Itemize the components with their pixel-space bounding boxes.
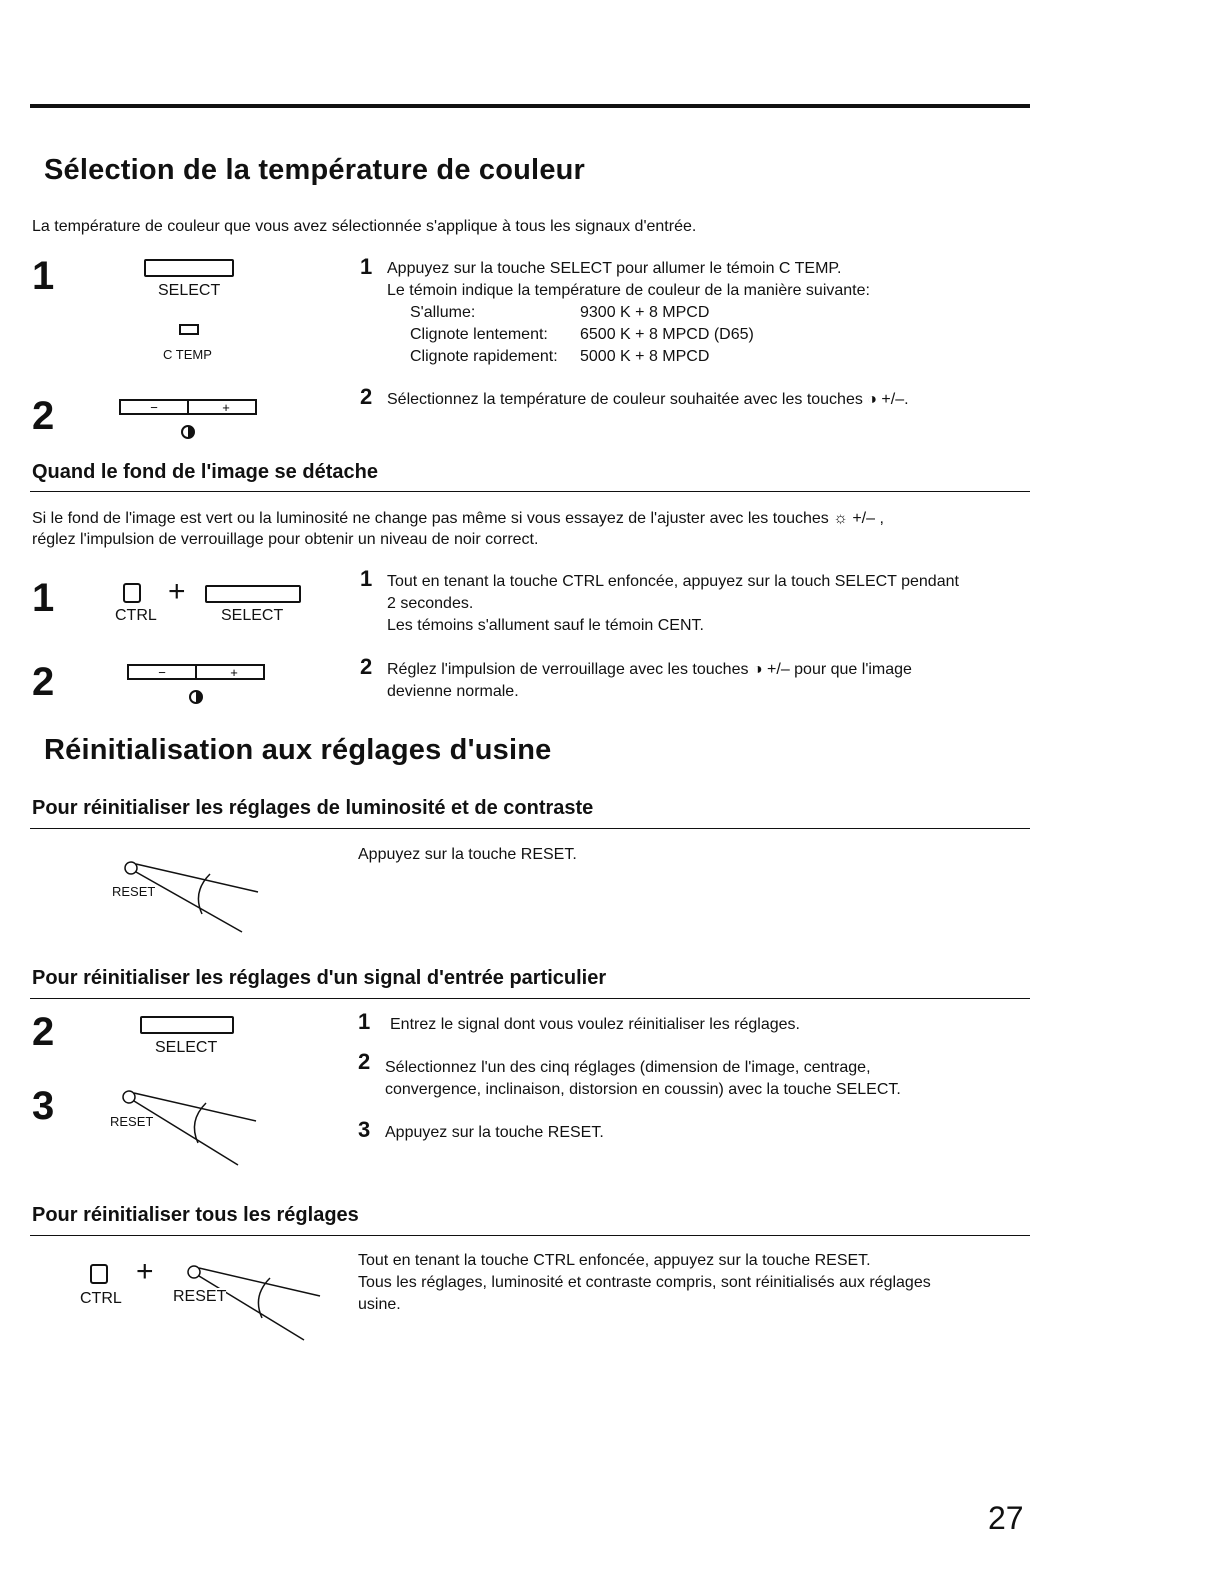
figure-number: 2 [32,394,55,438]
instruction-text: Tout en tenant la touche CTRL enfoncée, appuyez sur la touche RESET. [358,1252,871,1269]
figure-number: 3 [32,1084,55,1128]
subsection-rule [30,1235,1030,1236]
figure-number: 2 [32,660,55,704]
step-text: 2 secondes. [387,595,474,612]
subsection-title: Pour réinitialiser les réglages de luminosité et de contraste [32,797,594,819]
subsection-title: Quand le fond de l'image se détache [32,461,378,483]
subsection-rule [30,491,1030,492]
page-number: 27 [988,1500,1024,1536]
mode-value: 9300 K + 8 MPCD [580,304,710,321]
select-label: SELECT [221,607,284,624]
step-text: Réglez l'impulsion de verrouillage avec les touches ◑ +/– pour que l'image [387,661,912,678]
mode-value: 5000 K + 8 MPCD [580,348,710,365]
reset-pen-icon [108,1085,268,1175]
ctrl-button-illustration [90,1264,108,1284]
plus-sign: + [168,575,186,608]
select-label: SELECT [158,282,221,299]
step-number: 2 [360,384,373,409]
instruction-text: usine. [358,1296,401,1313]
plus-minus-keys-illustration [116,396,266,444]
section-title-color-temperature: Sélection de la température de couleur [44,154,586,186]
top-rule [30,104,1030,108]
reset-pen-illustration [108,1085,268,1175]
contrast-icon [182,426,194,438]
svg-text:+: + [222,400,230,415]
subsection-intro: Si le fond de l'image est vert ou la luminosité ne change pas même si vous essayez de l'ajuster avec les touches ☼ +/– , [32,510,884,527]
select-button-illustration [144,259,234,277]
svg-text:−: − [150,400,158,415]
subsection-rule [30,998,1030,999]
step-text: Le témoin indique la température de couleur de la manière suivante: [387,282,870,299]
step-text: Tout en tenant la touche CTRL enfoncée, appuyez sur la touch SELECT pendant [387,573,959,590]
ctrl-label: CTRL [80,1290,122,1307]
instruction-text: Appuyez sur la touche RESET. [358,846,577,863]
figure-number: 1 [32,576,55,620]
select-button-illustration [205,585,301,603]
step-number: 3 [358,1117,371,1142]
mode-label: S'allume: [410,304,476,321]
ctrl-label: CTRL [115,607,157,624]
step-text: Les témoins s'allument sauf le témoin CENT. [387,617,704,634]
plus-minus-keys-illustration [124,661,274,709]
step-number: 1 [360,254,373,279]
svg-text:+: + [230,665,238,680]
mode-label: Clignote lentement: [410,326,548,343]
step-text: devienne normale. [387,683,519,700]
step-number: 2 [358,1049,371,1074]
reset-pen-illustration [170,1258,330,1348]
subsection-title: Pour réinitialiser les réglages d'un signal d'entrée particulier [32,967,607,989]
step-text: convergence, inclinaison, distorsion en coussin) avec la touche SELECT. [385,1081,901,1098]
reset-pen-illustration [110,852,270,942]
select-label: SELECT [155,1039,218,1056]
reset-label: RESET [110,1114,154,1129]
subsection-title: Pour réinitialiser tous les réglages [32,1204,359,1226]
figure-number: 2 [32,1010,55,1054]
step-number: 2 [360,654,373,679]
step-text: Sélectionnez la température de couleur souhaitée avec les touches ◑ +/–. [387,391,909,408]
section-intro: La température de couleur que vous avez sélectionnée s'applique à tous les signaux d'entrée. [32,218,697,235]
mode-label: Clignote rapidement: [410,348,558,365]
instruction-text: Tous les réglages, luminosité et contraste compris, sont réinitialisés aux réglages [358,1274,931,1291]
subsection-intro: réglez l'impulsion de verrouillage pour obtenir un niveau de noir correct. [32,531,539,548]
contrast-icon [190,691,202,703]
reset-label: RESET [112,884,156,899]
subsection-rule [30,828,1030,829]
step-text: Appuyez sur la touche RESET. [385,1124,604,1141]
svg-text:−: − [158,665,166,680]
step-number: 1 [358,1009,371,1034]
select-button-illustration [140,1016,234,1034]
step-text: Appuyez sur la touche SELECT pour allumer le témoin C TEMP. [387,260,842,277]
step-text: Entrez le signal dont vous voulez réinitialiser les réglages. [390,1016,800,1033]
figure-number: 1 [32,254,55,298]
ctrl-button-illustration [123,583,141,603]
ctemp-indicator-illustration [179,324,199,335]
mode-value: 6500 K + 8 MPCD (D65) [580,326,754,343]
section-title-factory-reset: Réinitialisation aux réglages d'usine [44,734,552,766]
step-text: Sélectionnez l'un des cinq réglages (dimension de l'image, centrage, [385,1059,871,1076]
step-number: 1 [360,566,373,591]
plus-sign: + [136,1255,154,1288]
reset-label: RESET [173,1288,227,1305]
ctemp-label: C TEMP [163,347,212,362]
